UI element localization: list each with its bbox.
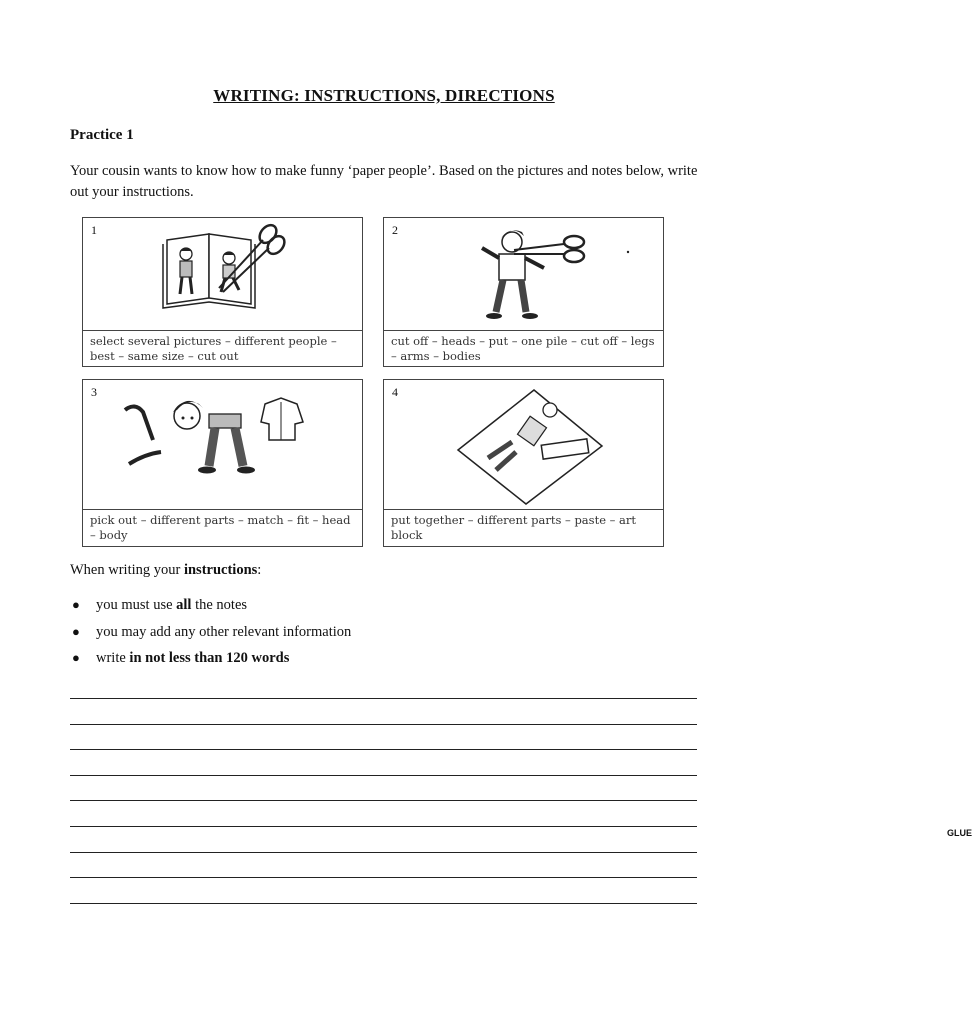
answer-line[interactable] xyxy=(70,775,697,776)
picture-panel-2 xyxy=(383,217,664,367)
boy-cut-by-scissors-illustration xyxy=(384,218,663,330)
answer-line[interactable] xyxy=(70,749,697,750)
answer-line[interactable] xyxy=(70,800,697,801)
list-item xyxy=(72,650,351,677)
answer-line[interactable] xyxy=(70,826,697,827)
panel-caption: pick out – different parts – match – fit – head – body xyxy=(83,509,362,546)
separated-body-parts-illustration xyxy=(83,380,362,508)
bullet-icon: ● xyxy=(72,623,80,639)
requirements-list xyxy=(72,597,351,677)
paper-figure-with-glue-illustration xyxy=(384,380,663,508)
answer-line[interactable] xyxy=(70,877,697,878)
bullet-text: you may add any other relevant information xyxy=(96,623,352,640)
when-colon: : xyxy=(257,562,262,578)
answer-line[interactable] xyxy=(70,903,697,904)
bullet-text: write xyxy=(96,650,130,666)
practice-heading: Practice 1 xyxy=(70,127,134,143)
answer-line[interactable] xyxy=(70,724,697,725)
when-bold: instructions xyxy=(183,562,258,578)
bullet-bold: in not less than 120 words xyxy=(129,650,290,666)
list-item xyxy=(72,597,351,624)
panel-number: 3 xyxy=(91,385,97,399)
instructions-paragraph: Your cousin wants to know how to make funny ‘paper people’. Based on the pictures and notes below, write out your instructions. xyxy=(70,163,698,200)
list-item xyxy=(72,624,351,651)
bullet-bold: all xyxy=(176,597,192,613)
panel-caption: put together – different parts – paste – art block xyxy=(384,509,663,546)
page-title: WRITING: INSTRUCTIONS, DIRECTIONS xyxy=(213,86,555,105)
panel-number: 4 xyxy=(392,385,398,399)
when-text: When writing your xyxy=(70,562,184,578)
answer-line[interactable] xyxy=(70,698,697,699)
panel-number: 1 xyxy=(91,223,97,237)
picture-panel-1 xyxy=(82,217,363,367)
bullet-icon: ● xyxy=(72,597,80,612)
bullet-icon: ● xyxy=(72,650,80,665)
book-with-scissors-illustration xyxy=(83,218,362,330)
glue-label: GLUE xyxy=(947,828,972,838)
panel-caption: cut off – heads – put – one pile – cut off – legs – arms – bodies xyxy=(384,330,663,366)
panel-caption: select several pictures – different people – best – same size – cut out xyxy=(83,330,362,366)
bullet-text-after: the notes xyxy=(191,597,248,613)
when-writing-heading xyxy=(70,562,261,579)
picture-panel-4 xyxy=(383,379,972,838)
picture-panel-3 xyxy=(82,379,363,547)
bullet-text: you must use xyxy=(96,597,177,613)
panel-number: 2 xyxy=(392,223,398,237)
answer-line[interactable] xyxy=(70,852,697,853)
